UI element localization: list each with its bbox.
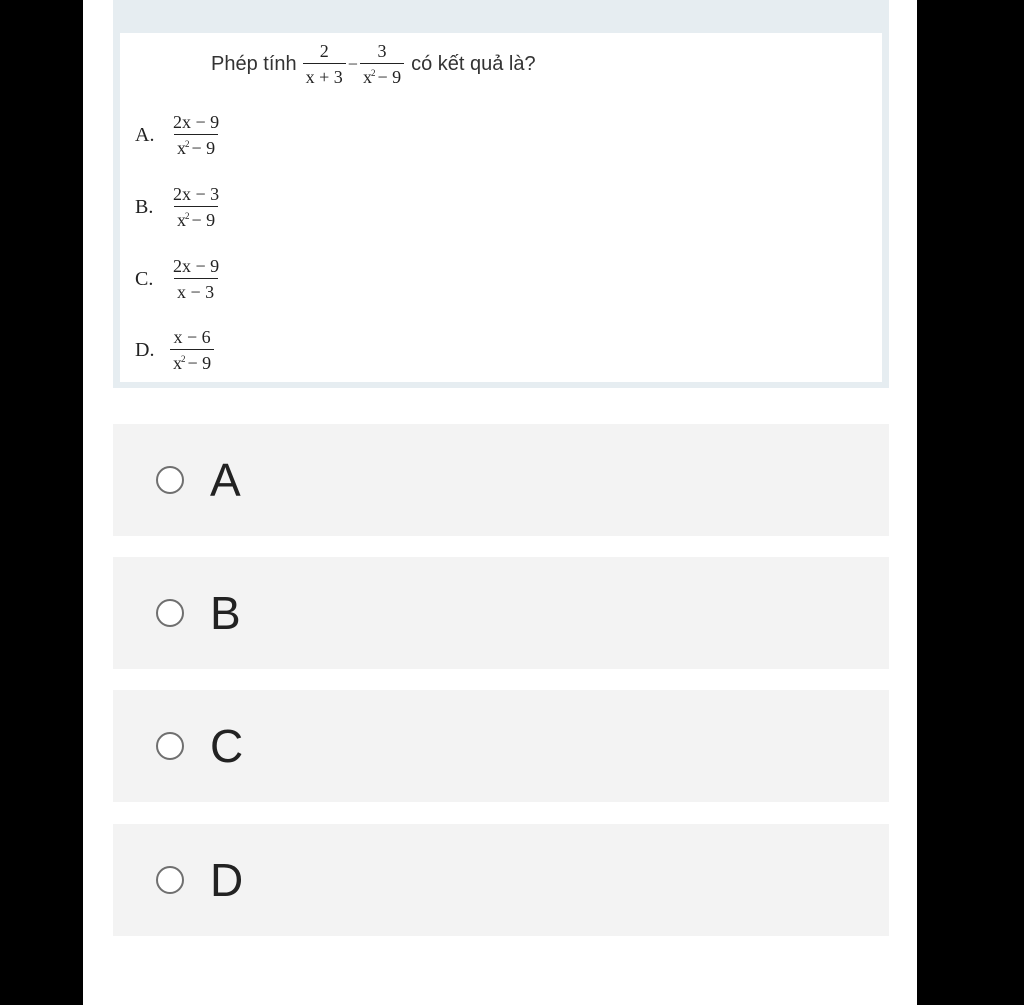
radio-d[interactable] [156, 866, 184, 894]
question-image [120, 33, 882, 382]
option-a-fraction: $\frac{2x - 9}{x^2 - 9}$ [173, 112, 220, 158]
answer-choice-d[interactable] [113, 824, 889, 936]
question-suffix: có kết quả là? [411, 52, 536, 75]
form-page [83, 0, 917, 1005]
radio-a[interactable] [156, 466, 184, 494]
answer-choice-a[interactable] [113, 424, 889, 536]
question-prefix: Phép tính [211, 52, 297, 75]
fraction-term-2: $\frac{3}{x^2 - 9}$ [360, 42, 404, 86]
answer-label-a: A [210, 454, 241, 506]
fraction-term-1: $\frac{2}{x + 3}$ [303, 42, 346, 86]
option-d-fraction: $\frac{x - 6}{x^2 - 9}$ [170, 328, 214, 372]
option-d: D. $\frac{x - 6}{x^2 - 9}$ [135, 328, 214, 372]
radio-b[interactable] [156, 599, 184, 627]
option-c-fraction: $\frac{2x - 9}{x - 3}$ [173, 256, 220, 302]
question-text [211, 36, 536, 92]
radio-c[interactable] [156, 732, 184, 760]
answer-choice-b[interactable] [113, 557, 889, 669]
option-c: C. $\frac{2x - 9}{x - 3}$ [135, 257, 222, 301]
answer-label-d: D [210, 854, 244, 906]
answer-label-c: C [210, 720, 244, 772]
answer-choice-c[interactable] [113, 690, 889, 802]
question-image-frame [113, 0, 889, 388]
option-b-fraction: $\frac{2x - 3}{x^2 - 9}$ [173, 184, 220, 230]
option-b: B. $\frac{2x - 3}{x^2 - 9}$ [135, 185, 222, 229]
option-a: A. $\frac{2x - 9}{x^2 - 9}$ [135, 113, 222, 157]
answer-label-b: B [210, 587, 241, 639]
minus-operator: − [347, 53, 358, 74]
